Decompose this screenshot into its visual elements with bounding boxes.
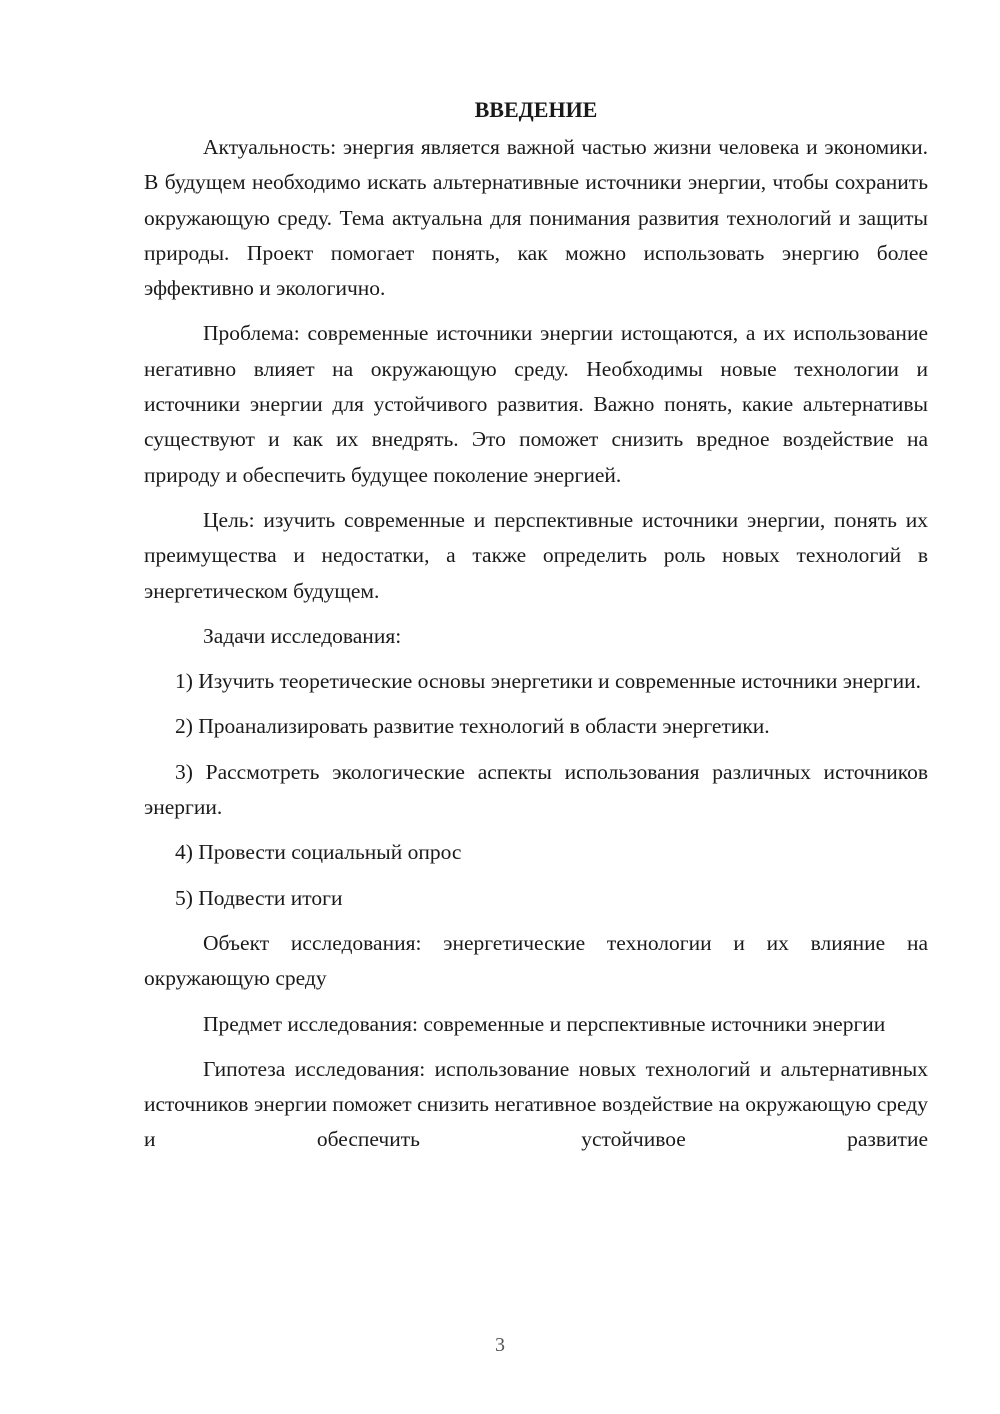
document-page	[144, 92, 928, 1158]
problem-paragraph: Проблема: современные источники энергии истощаются, а их использование негативно влияет на окружающую среду. Необходимы новые технологии и источники энергии для устойчивого развития. Важно понять, какие альтернативы существуют и как их внедрять. Это поможет снизить вредное воздействие на природу и обеспечить будущее поколение энергией.	[144, 321, 928, 487]
goal-paragraph: Цель: изучить современные и перспективные источники энергии, понять их преимущества и недостатки, а также определить роль новых технологий в энергетическом будущем.	[144, 507, 928, 603]
subject-paragraph: Предмет исследования: современные и перспективные источники энергии	[203, 1011, 886, 1036]
object-paragraph: Объект исследования: энергетические технологии и их влияние на окружающую среду	[144, 930, 928, 991]
task-item-2: 2) Проанализировать развитие технологий в области энергетики.	[175, 714, 770, 739]
hypothesis-paragraph: Гипотеза исследования: использование новых технологий и альтернативных источников энергии поможет снизить негативное воздействие на окружающую среду и обеспечить устойчивое развитие	[144, 1056, 928, 1152]
task-item-1: 1) Изучить теоретические основы энергетики и современные источники энергии.	[175, 669, 921, 694]
relevance-paragraph: Актуальность: энергия является важной частью жизни человека и экономики. В будущем необходимо искать альтернативные источники энергии, чтобы сохранить окружающую среду. Тема актуальна для понимания развития технологий и защиты природы. Проект помогает понять, как можно использовать энергию более эффективно и экологично.	[144, 135, 928, 301]
tasks-title: Задачи исследования:	[203, 623, 402, 648]
task-item-3: 3) Рассмотреть экологические аспекты использования различных источников энергии.	[144, 759, 928, 820]
task-item-4: 4) Провести социальный опрос	[175, 840, 462, 865]
page-number: 3	[495, 1334, 505, 1356]
task-item-5: 5) Подвести итоги	[175, 885, 343, 910]
section-heading: ВВЕДЕНИЕ	[474, 97, 598, 122]
